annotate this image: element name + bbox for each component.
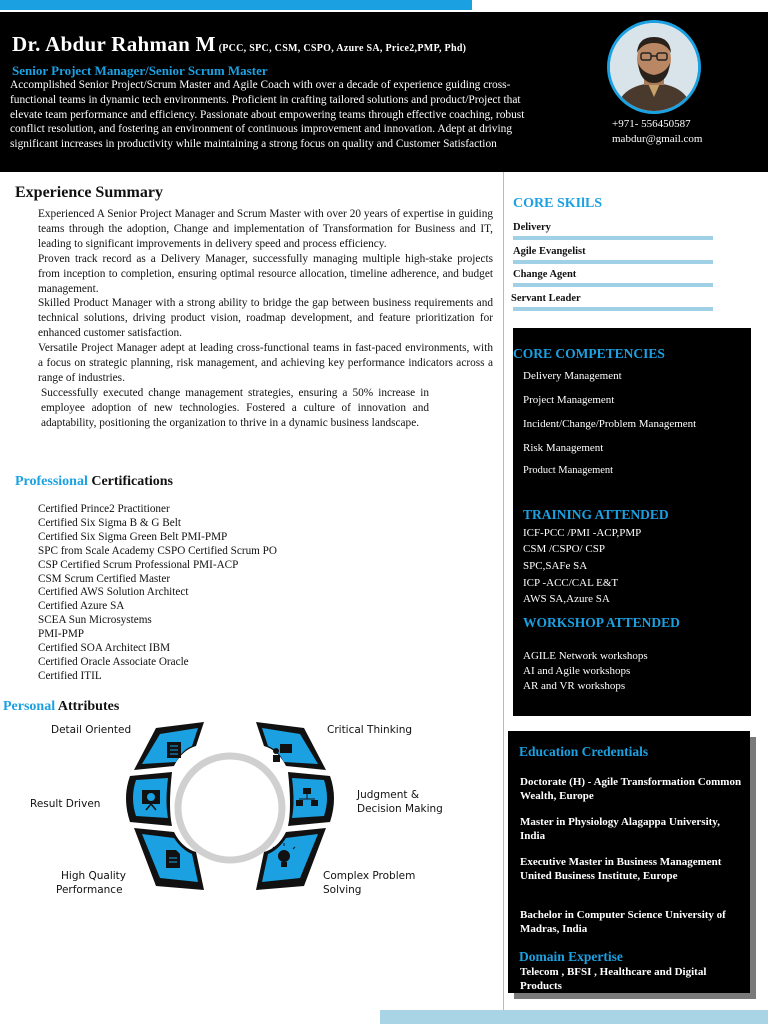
candidate-name bbox=[12, 32, 466, 57]
skill-label: Agile Evangelist bbox=[513, 245, 586, 257]
domain-text: Telecom , BFSI , Healthcare and Digital Products bbox=[520, 966, 707, 992]
skill-label: Change Agent bbox=[513, 269, 577, 280]
skill-bar bbox=[513, 283, 713, 287]
certification-item: Certified AWS Solution Architect bbox=[38, 586, 189, 599]
experience-title: Experience Summary bbox=[15, 184, 163, 201]
training-item: AWS SA,Azure SA bbox=[523, 593, 610, 605]
certifications-title-main: Certifications bbox=[87, 474, 174, 489]
education-item: Executive Master in Business Management United Business Institute, Europe bbox=[520, 856, 722, 882]
phone-number: +971- 556450587 bbox=[612, 118, 691, 130]
skill-item bbox=[513, 246, 713, 270]
result-segment bbox=[126, 772, 172, 826]
competency-item: Incident/Change/Problem Management bbox=[523, 418, 697, 430]
experience-summary bbox=[38, 207, 493, 431]
education-item: Bachelor in Computer Science University of Madras, India bbox=[520, 909, 726, 935]
name-text: Dr. Abdur Rahman M bbox=[12, 32, 216, 56]
attribute-label: High Quality bbox=[61, 870, 126, 882]
competencies-title: CORE COMPETENCIES bbox=[513, 346, 665, 361]
attribute-label: Performance bbox=[56, 884, 123, 896]
center-ring bbox=[178, 756, 282, 860]
certifications-title-accent: Professional bbox=[15, 474, 88, 489]
attribute-label: Decision Making bbox=[357, 803, 443, 815]
education-panel bbox=[508, 731, 750, 993]
attribute-label: Solving bbox=[323, 884, 362, 896]
contact-info bbox=[612, 117, 702, 147]
profile-photo bbox=[607, 20, 701, 114]
complex-segment bbox=[256, 828, 326, 890]
competency-item: Risk Management bbox=[523, 442, 604, 454]
education-item: Doctorate (H) - Agile Transformation Common Wealth, Europe bbox=[520, 776, 742, 802]
skill-bar bbox=[513, 307, 713, 311]
top-accent-bar bbox=[0, 0, 472, 10]
skill-item bbox=[513, 269, 713, 293]
certification-item: Certified ITIL bbox=[38, 669, 102, 682]
attributes-title bbox=[3, 699, 119, 715]
judgment-segment bbox=[288, 772, 334, 826]
certification-item: CSP Certified Scrum Professional PMI-ACP bbox=[38, 558, 239, 571]
domain-title: Domain Expertise bbox=[519, 949, 623, 964]
quality-segment bbox=[134, 828, 204, 890]
competency-item: Product Management bbox=[523, 465, 614, 476]
experience-paragraph: Proven track record as a Delivery Manager, successfully managing multiple high-stake projects from inception to completion, ensuring optimal resource allocation, timeline adherence, and budget management. bbox=[38, 252, 493, 295]
certification-item: Certified Oracle Associate Oracle bbox=[38, 655, 189, 668]
experience-paragraph: Successfully executed change management strategies, ensuring a 50% increase in employee adoption of new technologies. Fostered a culture of innovation and adaptability, positioning the organization to thrive in a dynamic business landscape. bbox=[41, 386, 429, 429]
training-item: CSM /CSPO/ CSP bbox=[523, 543, 605, 555]
skill-bar bbox=[513, 236, 713, 240]
training-title: TRAINING ATTENDED bbox=[523, 507, 669, 522]
workshop-title: WORKSHOP ATTENDED bbox=[523, 615, 680, 630]
avatar-portrait-icon bbox=[610, 23, 698, 111]
experience-paragraph: Skilled Product Manager with a strong ability to bridge the gap between business requirements and technical solutions, driving product vision, roadmap development, and feature prioritization for enhanced customer satisfaction. bbox=[38, 297, 493, 340]
workshop-item: AR and VR workshops bbox=[523, 680, 626, 692]
training-item: SPC,SAFe SA bbox=[523, 560, 588, 572]
skill-label: Servant Leader bbox=[511, 292, 581, 304]
attributes-title-accent: Personal bbox=[3, 699, 56, 714]
core-skills-title: CORE SKIlLS bbox=[513, 196, 603, 211]
certification-item: Certified Six Sigma B & G Belt bbox=[38, 516, 181, 529]
workshop-item: AGILE Network workshops bbox=[523, 650, 648, 662]
profile-summary: Accomplished Senior Project/Scrum Master and Agile Coach with over a decade of experience guiding cross-functional teams in dynamic tech environments. Proficient in crafting tailored solutions and product/Project that elevate team performance and efficiency. Passionate about empowering teams through effective coaching, robust conflict resolution, and fostering an environment of continuous improvement and innovation. Adept at driving significant increases in productivity while maintaining a strong focus on quality and Customer Satisfaction bbox=[10, 79, 525, 151]
document-list-icon bbox=[167, 742, 181, 758]
training-item: ICP -ACC/CAL E&T bbox=[523, 577, 619, 589]
certification-item: Certified SOA Architect IBM bbox=[38, 642, 171, 655]
education-title: Education Credentials bbox=[519, 744, 649, 759]
experience-paragraph: Experienced A Senior Project Manager and Scrum Master with over 20 years of expertise in guiding teams through the adoption, Change and implementation of Transformation for Business and IT, leading to significant improvements in delivery speed and process efficiency. bbox=[38, 208, 493, 250]
email-address: mabdur@gmail.com bbox=[612, 133, 703, 145]
column-divider bbox=[503, 172, 504, 1012]
core-skills bbox=[513, 196, 713, 316]
job-title: Senior Project Manager/Senior Scrum Master bbox=[12, 63, 268, 78]
certification-item: Certified Six Sigma Green Belt PMI-PMP bbox=[38, 530, 228, 543]
competency-item: Delivery Management bbox=[523, 370, 622, 382]
certification-item: SCEA Sun Microsystems bbox=[38, 614, 152, 627]
competencies-panel bbox=[513, 328, 751, 716]
experience-paragraph: Versatile Project Manager adept at leading cross-functional teams in fast-paced environments, with a focus on strategic planning, risk management, and achieving key performance indicators across a range of industries. bbox=[38, 342, 493, 384]
attribute-label: Complex Problem bbox=[323, 870, 416, 882]
attribute-label: Detail Oriented bbox=[51, 724, 132, 736]
attributes-diagram bbox=[120, 718, 340, 898]
attribute-label: Critical Thinking bbox=[327, 724, 413, 736]
certification-item: Certified Azure SA bbox=[38, 600, 125, 613]
document-icon bbox=[166, 850, 180, 868]
attribute-label: Judgment & bbox=[357, 789, 420, 801]
certification-item: PMI-PMP bbox=[38, 628, 85, 641]
detail-segment bbox=[134, 722, 204, 770]
attribute-label: Result Driven bbox=[30, 798, 101, 810]
skill-item bbox=[513, 222, 713, 246]
skill-label: Delivery bbox=[513, 222, 551, 233]
training-item: ICF-PCC /PMI -ACP,PMP bbox=[523, 527, 642, 539]
certifications-list bbox=[38, 503, 277, 684]
resume-header bbox=[0, 12, 768, 172]
bottom-accent-bar bbox=[380, 1010, 768, 1024]
skill-bar bbox=[513, 260, 713, 264]
competency-item: Project Management bbox=[523, 394, 615, 406]
credentials-text: (PCC, SPC, CSM, CSPO, Azure SA, Price2,PMP, Phd) bbox=[215, 43, 467, 54]
education-item: Master in Physiology Alagappa University, India bbox=[520, 816, 720, 842]
certification-item: Certified Prince2 Practitioner bbox=[38, 503, 170, 515]
workshop-item: AI and Agile workshops bbox=[523, 665, 631, 677]
critical-segment bbox=[256, 722, 326, 770]
attributes-title-main: Attributes bbox=[55, 699, 120, 714]
certification-item: CSM Scrum Certified Master bbox=[38, 572, 171, 585]
certification-item: SPC from Scale Academy CSPO Certified Scrum PO bbox=[38, 544, 277, 557]
certifications-title bbox=[15, 474, 173, 490]
skill-item bbox=[511, 293, 713, 317]
